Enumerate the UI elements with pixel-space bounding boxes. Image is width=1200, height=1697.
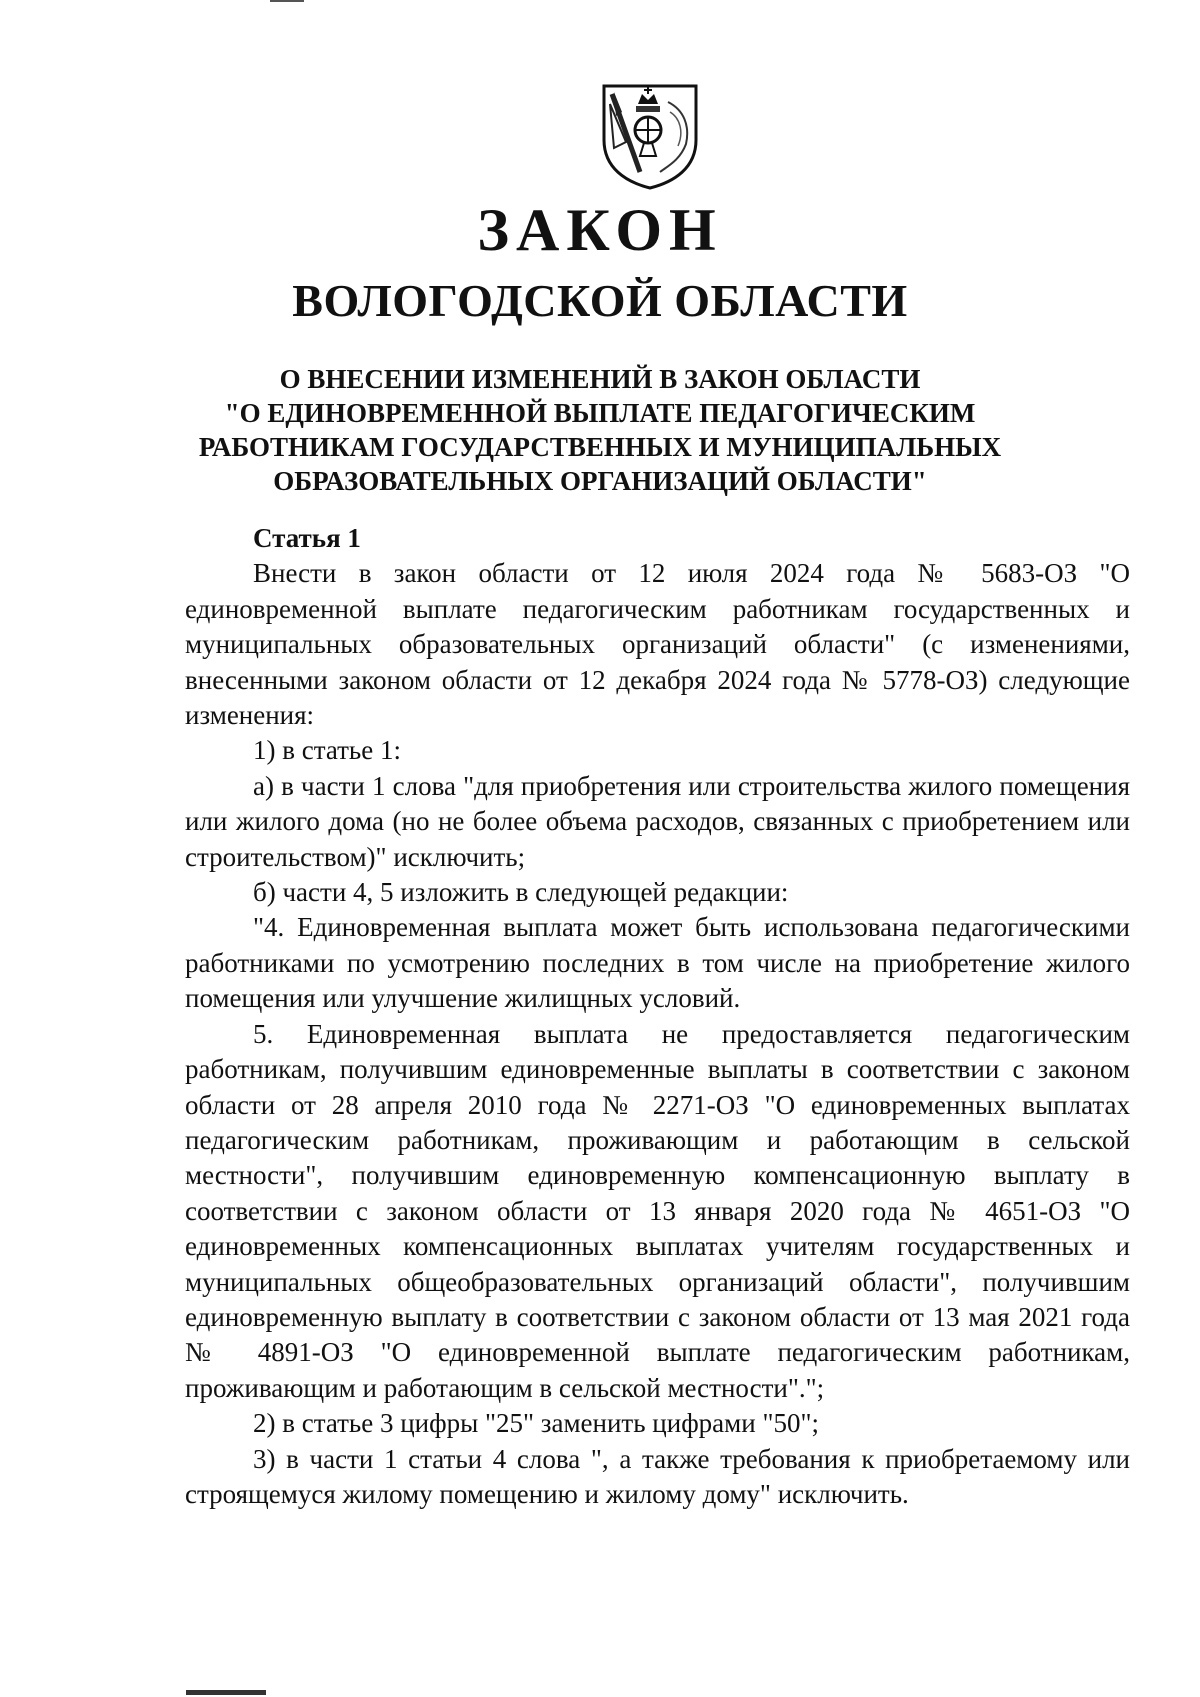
scan-mark-bottom [186, 1690, 266, 1695]
law-name-line: РАБОТНИКАМ ГОСУДАРСТВЕННЫХ И МУНИЦИПАЛЬНЫХ [198, 432, 1002, 462]
coat-of-arms-icon [600, 82, 700, 192]
article-paragraph: 3) в части 1 статьи 4 слова ", а также требования к приобретаемому или строящемуся жилому помещению и жилому дому" исключить. [185, 1443, 1130, 1509]
law-name [150, 362, 1050, 498]
document-title: ЗАКОН [477, 197, 723, 263]
document-subtitle: ВОЛОГОДСКОЙ ОБЛАСТИ [292, 275, 908, 326]
article-paragraph: "4. Единовременная выплата может быть использована педагогическими работниками по усмотрению последних в том числе на приобретение жилого помещения или улучшение жилищных условий. [185, 912, 1130, 1014]
law-name-line: "О ЕДИНОВРЕМЕННОЙ ВЫПЛАТЕ ПЕДАГОГИЧЕСКИМ [224, 398, 976, 428]
law-name-line: ОБРАЗОВАТЕЛЬНЫХ ОРГАНИЗАЦИЙ ОБЛАСТИ" [273, 466, 927, 496]
law-name-line: О ВНЕСЕНИИ ИЗМЕНЕНИЙ В ЗАКОН ОБЛАСТИ [279, 364, 921, 394]
article-paragraph: 2) в статье 3 цифры "25" заменить цифрами "50"; [253, 1408, 819, 1439]
article-paragraph: б) части 4, 5 изложить в следующей редакции: [253, 877, 789, 908]
article-paragraph: а) в части 1 слова "для приобретения или строительства жилого помещения или жилого дома (но не более объема расходов, связанных с приобретением или строительством)" исключить; [185, 770, 1130, 872]
article-paragraph: Внести в закон области от 12 июля 2024 года № 5683-ОЗ "О единовременной выплате педагогическим работникам государственных и муниципальных образовательных организаций области" (с изменениями, внесенными законом области от 12 декабря 2024 года № 5778-ОЗ) следующие изменения: [185, 558, 1130, 731]
article-body [185, 521, 1130, 1512]
article-paragraph: 5. Единовременная выплата не предоставляется педагогическим работникам, получившим единовременные выплаты в соответствии с законом области от 28 апреля 2010 года № 2271-ОЗ "О единовременных выплатах педагогическим работникам, проживающим и работающим в сельской местности", получившим единовременную компенсационную выплату в соответствии с законом области от 13 января 2020 года № 4651-ОЗ "О единовременных компенсационных выплатах учителям государственных и муниципальных общеобразовательных организаций области", получившим единовременную выплату в соответствии с законом области от 13 мая 2021 года № 4891-ОЗ "О единовременной выплате педагогическим работникам, проживающим и работающим в сельской местности"."; [185, 1018, 1130, 1403]
article-heading: Статья 1 [253, 523, 361, 553]
article-paragraph: 1) в статье 1: [253, 735, 401, 766]
scan-mark-top [270, 0, 304, 2]
